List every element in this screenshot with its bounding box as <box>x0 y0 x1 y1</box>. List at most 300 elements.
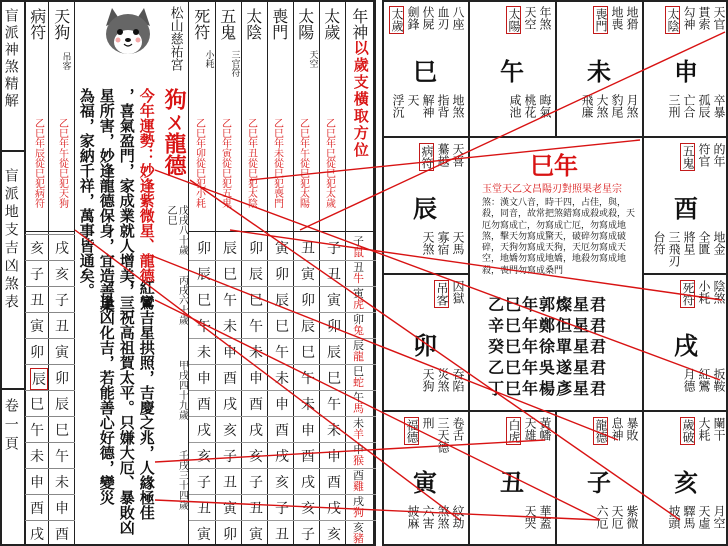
grid-cell: 子 <box>223 449 237 465</box>
zodiac-animal: 馬 <box>353 402 364 415</box>
cell-bottom-label: 天虛 <box>697 505 711 529</box>
cell-top-label: 陰煞 <box>712 280 726 304</box>
col-bingfu-name: 病符 <box>27 8 47 40</box>
article-line-5: 紅鸞吉星拱照，吉慶之兆，人緣極佳 <box>137 280 156 520</box>
cell-top-label: 小耗 <box>697 280 711 304</box>
cell-bottom-label: 晦氣 <box>538 94 552 118</box>
left-row-cell: 酉 <box>55 527 69 543</box>
cell-bottom-label: 三飛刃 <box>667 231 681 267</box>
cell-branch: 子 <box>587 468 611 497</box>
cell-bottom-label: 大煞 <box>595 94 609 118</box>
right-cell-chen <box>382 137 468 273</box>
cell-top-label: 劍鋒 <box>406 6 420 30</box>
cell-branch: 申 <box>674 57 698 86</box>
grid-cell: 巳 <box>197 293 211 309</box>
grid-divider <box>189 338 376 339</box>
row-divider <box>25 338 75 339</box>
col-bingfu-red: 乙巳年辰從巳犯病符 <box>32 118 44 208</box>
grid-cell: 戌 <box>223 397 237 413</box>
mid-col-sub: 天空 <box>307 50 318 68</box>
grid-divider <box>189 416 376 417</box>
grid-cell: 未 <box>249 345 263 361</box>
row-divider <box>25 390 75 391</box>
cell-bottom-label: 吞陷 <box>451 368 465 392</box>
right-cell-mao <box>382 274 468 410</box>
center-stars: 玉堂天乙文昌陽刃對照果老星宗 <box>482 184 622 195</box>
left-row-cell: 巳 <box>30 397 44 413</box>
zodiac-animal: 兔 <box>353 324 364 337</box>
cell-top-label: 太陰 <box>666 8 680 32</box>
zodiac-branch: 丑 <box>353 261 364 274</box>
grid-cell: 午 <box>249 319 263 335</box>
article-line-7: ，逢凶化吉，若能善心好德，變災 <box>97 280 116 505</box>
cell-top-label: 的年 <box>712 143 726 167</box>
mid-col-red: 乙巳年巳從巳犯太歲 <box>323 118 335 208</box>
cell-bottom-label: 飛廉 <box>580 94 594 118</box>
center-list-item: 乙巳年郭燦星君 <box>488 295 608 314</box>
left-row-cell: 亥 <box>30 241 44 257</box>
cell-bottom-label: 扳鞍 <box>712 368 726 392</box>
grid-divider <box>189 468 376 469</box>
mid-col-name: 五鬼 <box>217 8 237 40</box>
center-note: 煞：漢文八音，時干四，占佳，與，殺，同音，故常把煞錯寫成殺或殺，天厄勿寫成亡，勿寫成亡厄，勿寫成地煞，擊天勿寫成驚天，破碎勿寫成破碎，天狗勿寫成天狗，天厄勿寫成天空，地嬌勿寫成地嬌，地殺勿寫成地殺，喪門勿寫成桑門 <box>482 198 636 276</box>
row-divider <box>25 312 75 313</box>
mid-col-sub: 三官符 <box>229 50 240 77</box>
zodiac-animal: 猴 <box>353 454 364 467</box>
grid-cell: 戌 <box>197 423 211 439</box>
grid-cell: 寅 <box>223 501 237 517</box>
left-row-cell: 卯 <box>30 345 44 361</box>
grid-cell: 戌 <box>301 475 315 491</box>
grid-cell: 寅 <box>197 527 211 543</box>
zodiac-branch: 亥 <box>353 521 364 534</box>
grid-cell: 寅 <box>301 267 315 283</box>
grid-cell: 酉 <box>223 371 237 387</box>
cell-top-label: 太陽 <box>507 8 521 32</box>
mid-col-name: 太陰 <box>243 8 263 40</box>
mid-col-divider <box>215 0 216 546</box>
left-row-cell: 辰 <box>30 368 48 390</box>
zodiac-animal: 虎 <box>353 298 364 311</box>
right-cell-wei <box>556 0 642 136</box>
cell-branch: 酉 <box>674 194 698 223</box>
right-cell-zi <box>556 411 642 546</box>
row-divider <box>25 416 75 417</box>
grid-cell: 戌 <box>249 423 263 439</box>
left-margin-volume: 卷一頁 <box>2 398 19 455</box>
grid-cell: 申 <box>275 397 289 413</box>
left-row-cell: 戌 <box>55 241 69 257</box>
grid-cell: 酉 <box>197 397 211 413</box>
cell-top-label: 吊客 <box>435 282 449 306</box>
grid-cell: 未 <box>197 345 211 361</box>
grid-cell: 卯 <box>249 241 263 257</box>
cell-bottom-label: 豹尾 <box>610 94 624 118</box>
age-3: 八十歲 <box>176 225 188 255</box>
cell-top-label: 福德 <box>405 419 419 443</box>
grid-cell: 丑 <box>223 475 237 491</box>
age-2: 戊戌 <box>176 205 188 225</box>
zodiac-cell <box>353 366 373 388</box>
mid-col-name: 喪門 <box>269 8 289 40</box>
zodiac-cell <box>353 418 373 440</box>
center-list-item: 辛巳年鄭但星君 <box>488 316 608 335</box>
cell-bottom-label: 華蓋 <box>538 505 552 529</box>
grid-cell: 戌 <box>275 449 289 465</box>
zodiac-branch: 卯 <box>353 313 364 326</box>
cell-bottom-label: 寡宿 <box>436 231 450 255</box>
grid-cell: 未 <box>301 397 315 413</box>
right-cell-you <box>643 137 728 273</box>
cell-branch: 卯 <box>413 331 437 360</box>
dog-icon <box>92 4 164 60</box>
left-row-cell: 卯 <box>55 371 69 387</box>
zodiac-animal: 羊 <box>353 428 364 441</box>
grid-cell: 未 <box>223 319 237 335</box>
left-row-cell: 巳 <box>55 423 69 439</box>
cell-bottom-label: 全匱 <box>697 231 711 255</box>
grid-cell: 酉 <box>275 423 289 439</box>
age-9: 三十四歲 <box>176 470 188 510</box>
zodiac-branch: 巳 <box>353 365 364 378</box>
cell-bottom-label: 天煞 <box>421 231 435 255</box>
zodiac-cell <box>353 496 373 518</box>
cell-branch: 亥 <box>674 468 698 497</box>
cell-bottom-label: 披頭 <box>667 505 681 529</box>
zodiac-cell <box>353 522 373 544</box>
mid-col-red: 乙巳年寅從巳犯五鬼 <box>219 118 231 208</box>
zodiac-cell <box>353 314 373 336</box>
cell-top-label: 闌干 <box>712 417 726 441</box>
grid-cell: 申 <box>301 423 315 439</box>
left-margin-title: 盲派神煞精解 <box>2 8 19 110</box>
zodiac-cell <box>353 444 373 466</box>
article-line-3: 星所害，妙逢龍德保身，宜造善果 <box>97 88 116 313</box>
left-row-cell: 申 <box>55 501 69 517</box>
grid-cell: 午 <box>275 345 289 361</box>
age-1: 乙巳 <box>165 205 176 225</box>
cell-top-label: 勾神 <box>682 6 696 30</box>
cell-top-label: 刑 <box>421 417 435 429</box>
cell-top-label: 死符 <box>681 282 695 306</box>
grid-cell: 未 <box>275 371 289 387</box>
article-line-4: 為福，家納千祥，萬事皆通矣。 <box>77 88 96 298</box>
left-row-cell: 丑 <box>30 293 44 309</box>
grid-cell: 辰 <box>223 241 237 257</box>
grid-cell: 巳 <box>301 345 315 361</box>
grid-cell: 丑 <box>197 501 211 517</box>
grid-divider <box>189 312 376 313</box>
grid-cell: 子 <box>327 241 341 257</box>
grid-cell: 申 <box>249 371 263 387</box>
zodiac-animal: 龍 <box>353 350 364 363</box>
cell-top-label: 大耗 <box>697 417 711 441</box>
left-row-cell: 子 <box>55 293 69 309</box>
grid-cell: 午 <box>223 293 237 309</box>
grid-cell: 子 <box>301 527 315 543</box>
cell-top-label: 歲破 <box>681 419 695 443</box>
cell-bottom-label: 災煞 <box>436 368 450 392</box>
zodiac-animal: 鼠 <box>353 246 364 259</box>
cell-bottom-label: 煞煞 <box>436 505 450 529</box>
cell-bottom-label: 六害 <box>421 505 435 529</box>
age-4: 丙戌 <box>176 275 188 295</box>
mid-col-divider <box>319 0 320 546</box>
grid-cell: 酉 <box>301 449 315 465</box>
left-row-cell: 午 <box>30 423 44 439</box>
cell-branch: 辰 <box>413 194 437 223</box>
grid-cell: 酉 <box>327 475 341 491</box>
grid-cell: 申 <box>197 371 211 387</box>
article-line-6: ，三祝高祖賀太平。只嫌大厄、暴敗凶 <box>117 280 136 535</box>
mid-col-name: 太陽 <box>295 8 315 40</box>
cell-branch: 未 <box>587 57 611 86</box>
cell-top-label: 年煞 <box>538 6 552 30</box>
cell-branch: 戌 <box>674 331 698 360</box>
row-divider <box>25 442 75 443</box>
cell-bottom-label: 天 <box>406 94 420 106</box>
grid-cell: 申 <box>327 449 341 465</box>
grid-cell: 巳 <box>275 319 289 335</box>
grid-cell: 丑 <box>249 501 263 517</box>
grid-cell: 子 <box>249 475 263 491</box>
grid-cell: 酉 <box>249 397 263 413</box>
cell-bottom-label: 月德 <box>682 368 696 392</box>
cell-top-label: 黃幡 <box>538 417 552 441</box>
cell-bottom-label: 解神 <box>421 94 435 118</box>
cell-bottom-label: 浮沉 <box>391 94 405 118</box>
grid-cell: 午 <box>301 371 315 387</box>
left-row-cell: 午 <box>55 449 69 465</box>
grid-divider <box>189 390 376 391</box>
article-ages-2 <box>176 205 187 255</box>
cell-bottom-label: 孤辰 <box>697 94 711 118</box>
cell-top-label: 龍德 <box>594 419 608 443</box>
cell-bottom-label: 地煞 <box>451 94 465 118</box>
cell-top-label: 天官 <box>712 6 726 30</box>
row-divider <box>25 364 75 365</box>
grid-cell: 寅 <box>249 527 263 543</box>
cell-bottom-label: 台符 <box>652 231 666 255</box>
cell-top-label: 天喜 <box>451 143 465 167</box>
grid-cell: 戌 <box>327 501 341 517</box>
mascot-caption: 松山慈祐宮 <box>167 6 183 71</box>
cell-top-label: 天雄 <box>523 417 537 441</box>
center-title: 巳年 <box>530 151 578 180</box>
right-cell-wu <box>469 0 555 136</box>
cell-bottom-label: 咸池 <box>508 94 522 118</box>
cell-top-label: 符官 <box>697 143 711 167</box>
zodiac-branch: 未 <box>353 417 364 430</box>
grid-cell: 卯 <box>223 527 237 543</box>
mid-col-divider <box>267 0 268 546</box>
cell-top-label: 五鬼 <box>681 145 695 169</box>
cell-bottom-label: 月煞 <box>625 94 639 118</box>
cell-bottom-label: 紅鸞 <box>697 368 711 392</box>
cell-top-label: 伏屍 <box>421 6 435 30</box>
center-list-item: 乙巳年吳遂星君 <box>488 358 608 377</box>
article-ages-3 <box>176 275 187 325</box>
cell-top-label: 暴敗 <box>625 417 639 441</box>
left-row-cell: 辰 <box>55 397 69 413</box>
cell-top-label: 息神 <box>610 417 624 441</box>
grid-divider <box>189 286 376 287</box>
grid-cell: 子 <box>197 475 211 491</box>
grid-cell: 午 <box>327 397 341 413</box>
cell-top-label: 病符 <box>420 145 434 169</box>
cell-bottom-label: 亡合 <box>682 94 696 118</box>
article-line-1: 今年運勢：妙逢紫微星、龍德 <box>137 88 156 283</box>
grid-cell: 亥 <box>275 475 289 491</box>
cell-bottom-label: 披麻 <box>406 505 420 529</box>
cell-bottom-label: 地金 <box>712 231 726 255</box>
mid-col-divider <box>373 0 374 546</box>
cell-branch: 寅 <box>413 468 437 497</box>
cell-bottom-label: 三刑 <box>667 94 681 118</box>
row-divider <box>25 520 75 521</box>
cell-bottom-label: 月空 <box>712 505 726 529</box>
mid-col-name: 太歲 <box>321 8 341 40</box>
left-row-cell: 丑 <box>55 319 69 335</box>
zodiac-cell <box>353 262 373 284</box>
grid-cell: 亥 <box>327 527 341 543</box>
left-margin-subtitle: 盲派地支吉凶煞表 <box>2 168 19 312</box>
grid-divider <box>189 520 376 521</box>
grid-cell: 亥 <box>197 449 211 465</box>
row-divider <box>25 286 75 287</box>
mascot-image <box>92 4 164 60</box>
zodiac-cell <box>353 340 373 362</box>
cell-bottom-label: 天厄 <box>610 505 624 529</box>
left-row-cell: 寅 <box>30 319 44 335</box>
grid-cell: 巳 <box>249 293 263 309</box>
article-ages-5 <box>176 450 187 510</box>
cell-top-label: 卷舌 <box>451 417 465 441</box>
cell-top-label: 貫索 <box>697 6 711 30</box>
article-heading-text: 狗ㄨ龍德 <box>161 88 188 176</box>
grid-cell: 丑 <box>275 527 289 543</box>
left-row-cell: 申 <box>30 475 44 491</box>
article-heading <box>161 88 188 176</box>
right-cell-yin <box>382 411 468 546</box>
grid-cell: 亥 <box>301 501 315 517</box>
cell-bottom-label: 紋劫 <box>451 505 465 529</box>
zodiac-animal: 狗 <box>353 506 364 519</box>
grid-cell: 卯 <box>327 319 341 335</box>
cell-top-label: 太歲 <box>390 8 404 32</box>
right-cell-hai <box>643 411 728 546</box>
cell-bottom-label: 天狗 <box>421 368 435 392</box>
cell-top-label: 八座 <box>451 6 465 30</box>
right-cell-shen <box>643 0 728 136</box>
left-row-cell: 子 <box>30 267 44 283</box>
grid-divider <box>189 494 376 495</box>
right-cell-chou <box>469 411 555 546</box>
zodiac-animal: 豬 <box>353 532 364 545</box>
center-list-item: 癸巳年徐單星君 <box>488 337 608 356</box>
grid-cell: 丑 <box>327 267 341 283</box>
age-8: 壬戌 <box>176 450 188 470</box>
zodiac-cell <box>353 470 373 492</box>
right-cell-si <box>382 0 468 136</box>
grid-cell: 寅 <box>275 241 289 257</box>
grid-cell: 辰 <box>327 345 341 361</box>
cell-top-label: 血刃 <box>436 6 450 30</box>
row-divider <box>25 260 75 261</box>
left-row-cell: 酉 <box>30 501 44 517</box>
mid-col-sub: 以歲支橫取方位 <box>351 40 370 159</box>
cell-top-label: 三天德 <box>436 417 450 453</box>
col-tiangou-name: 天狗 <box>51 8 71 40</box>
grid-cell: 辰 <box>275 293 289 309</box>
article-ages-4 <box>176 360 187 420</box>
grid-cell: 亥 <box>249 449 263 465</box>
zodiac-cell <box>353 236 373 258</box>
left-row-cell: 未 <box>55 475 69 491</box>
article-ages <box>164 205 176 225</box>
col-tiangou-sub: 吊客 <box>60 52 71 70</box>
cell-bottom-label: 天馬 <box>451 231 465 255</box>
cell-bottom-label: 六厄 <box>595 505 609 529</box>
mid-col-divider <box>293 0 294 546</box>
mid-col-divider <box>241 0 242 546</box>
row-divider <box>25 494 75 495</box>
row-divider <box>25 234 75 235</box>
grid-cell: 午 <box>197 319 211 335</box>
zodiac-animal: 雞 <box>353 480 364 493</box>
row-divider <box>25 468 75 469</box>
mid-col-divider <box>345 0 346 546</box>
age-7: 四十九歲 <box>176 380 188 420</box>
article-line-2: ，喜氣盈門，家成業就人增美，三 <box>117 88 136 313</box>
cell-bottom-label: 將星 <box>682 231 696 255</box>
grid-cell: 子 <box>275 501 289 517</box>
cell-top-label: 地猾 <box>625 6 639 30</box>
mid-col-name: 年神 <box>349 8 369 40</box>
mid-col-name: 死符 <box>191 8 211 40</box>
left-row-cell: 未 <box>30 449 44 465</box>
grid-cell: 寅 <box>327 293 341 309</box>
zodiac-branch: 寅 <box>353 287 364 300</box>
zodiac-branch: 子 <box>353 235 364 248</box>
mid-col-red: 乙巳年丑從巳犯太陰 <box>245 118 257 208</box>
cell-top-label: 囚獄 <box>451 280 465 304</box>
age-5: 六十歲 <box>176 295 188 325</box>
grid-cell: 辰 <box>301 319 315 335</box>
mid-col-red: 乙巳年卯從巳犯小耗 <box>193 118 205 208</box>
grid-cell: 辰 <box>249 267 263 283</box>
cell-branch: 午 <box>500 57 524 86</box>
zodiac-branch: 午 <box>353 391 364 404</box>
zodiac-animal: 牛 <box>353 272 364 285</box>
left-row-cell: 亥 <box>55 267 69 283</box>
zodiac-branch: 申 <box>353 443 364 456</box>
cell-bottom-label: 驛馬 <box>682 505 696 529</box>
zodiac-animal: 蛇 <box>353 376 364 389</box>
cell-branch: 巳 <box>413 57 437 86</box>
cell-bottom-label: 天哭 <box>523 505 537 529</box>
cell-bottom-label: 卒暴 <box>712 94 726 118</box>
cell-top-label: 喪門 <box>594 8 608 32</box>
mid-col-red: 乙巳年未從巳犯喪門 <box>271 118 283 208</box>
grid-cell: 卯 <box>197 241 211 257</box>
grid-cell: 巳 <box>327 371 341 387</box>
zodiac-branch: 辰 <box>353 339 364 352</box>
grid-cell: 巳 <box>223 267 237 283</box>
zodiac-branch: 酉 <box>353 469 364 482</box>
grid-divider <box>189 364 376 365</box>
center-list-item: 丁巳年楊彥星君 <box>488 379 608 398</box>
